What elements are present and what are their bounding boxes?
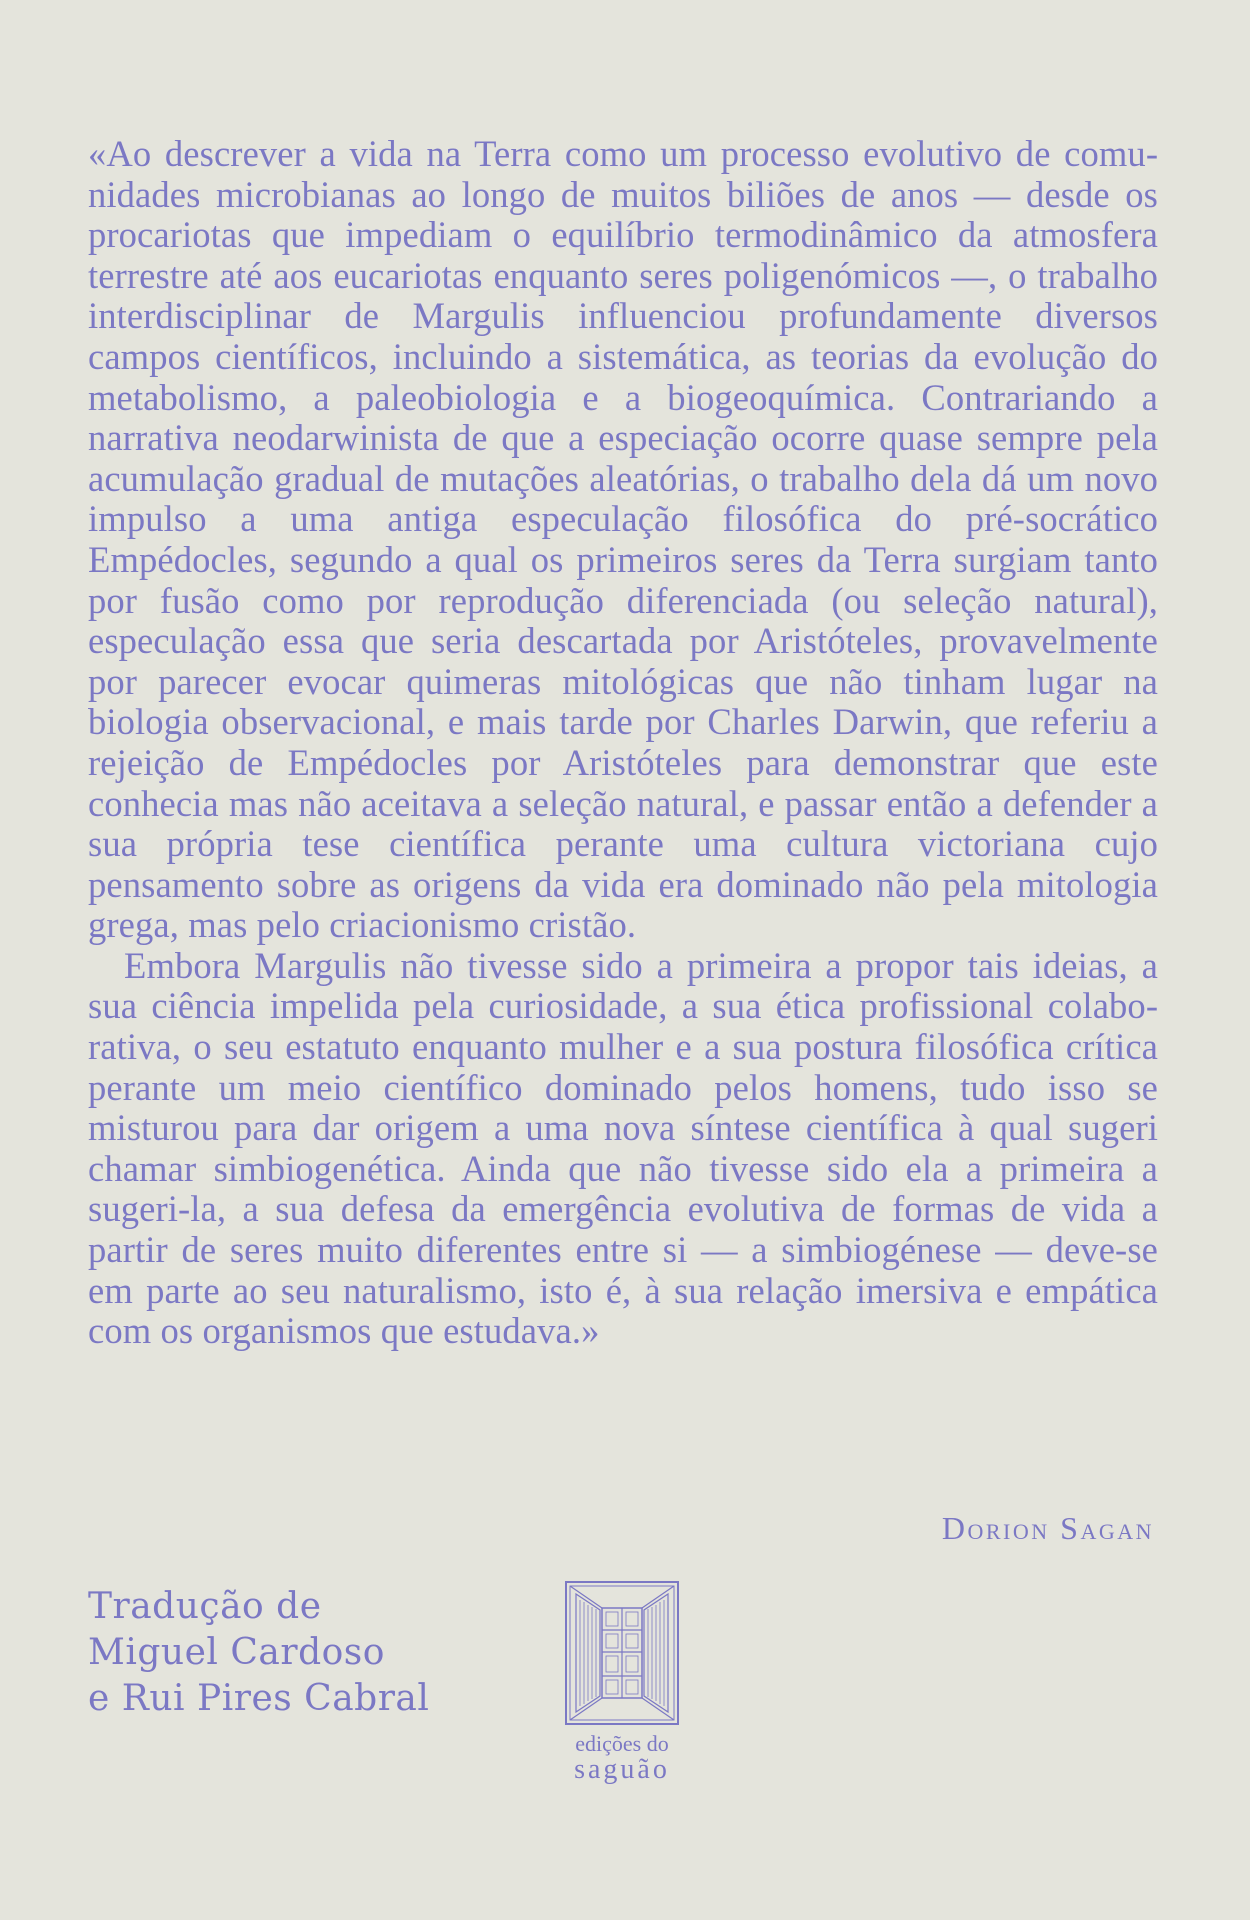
translation-label: Tradução de (88, 1586, 322, 1627)
publisher-name-line-2: saguão (574, 1754, 670, 1785)
translation-credits (88, 1584, 429, 1722)
publisher-name-line-1: edições do (575, 1731, 669, 1756)
quote-paragraph-2: Embora Margulis não tivesse sido a primeira a propor tais ideias, a sua ciência impelida pela curiosidade, a sua ética profissional colaborativa, o seu estatuto enquanto mulher e a sua postura filosófica crítica perante um meio científico dominado pelos homens, tudo isso se misturou para dar origem a uma nova síntese científica à qual sugeri chamar simbiogenética. Ainda que não tivesse sido ela a primeira a sugeri-la, a sua defesa da emergência evolutiva de formas de vida a partir de seres muito diferentes entre si — a simbiogénese — deve-se em parte ao seu naturalismo, isto é, à sua relação imersiva e empática com os organismos que estudava.» (88, 944, 1158, 1352)
quote-author: Dorion Sagan (941, 1510, 1154, 1546)
translator-1: Miguel Cardoso (88, 1632, 385, 1673)
translator-2: e Rui Pires Cabral (88, 1678, 430, 1719)
quote-paragraph-1: «Ao descrever a vida na Terra como um processo evolutivo de comunidades microbianas ao longo de muitos biliões de anos — desde os procariotas que impediam o equilíbrio termodinâmico da atmosfera terrestre até aos eucariotas enquanto seres poligenómicos —, o trabalho interdisciplinar de Margulis influenciou profundamente diversos campos científicos, incluindo a sistemática, as teorias da evolução do metabolismo, a paleobiologia e a biogeoquímica. Contrariando a narrativa neodarwinista de que a especiação ocorre quase sempre pela acumulação gradual de mutações aleatórias, o trabalho dela dá um novo impulso a uma antiga especulação filosófica do pré-socrático Empédocles, segundo a qual os primeiros seres da Terra surgiam tanto por fusão como por reprodução diferenciada (ou seleção natural), especulação essa que seria descartada por Aristóteles, provavelmente por parecer evocar quimeras mitológicas que não tinham lugar na biologia observacional, e mais tarde por Charles Darwin, que referiu a rejeição de Empédocles por Aristóteles para demonstrar que este conhecia mas não aceitava a seleção natural, e passar então a defender a sua própria tese científica perante uma cultura victoriana cujo pensamento sobre as origens da vida era dominado não pela mitologia grega, mas pelo criacionismo cristão. (88, 133, 1158, 946)
publisher-logo (560, 1580, 684, 1784)
quote-text (88, 134, 1158, 1352)
window-icon (564, 1580, 680, 1726)
